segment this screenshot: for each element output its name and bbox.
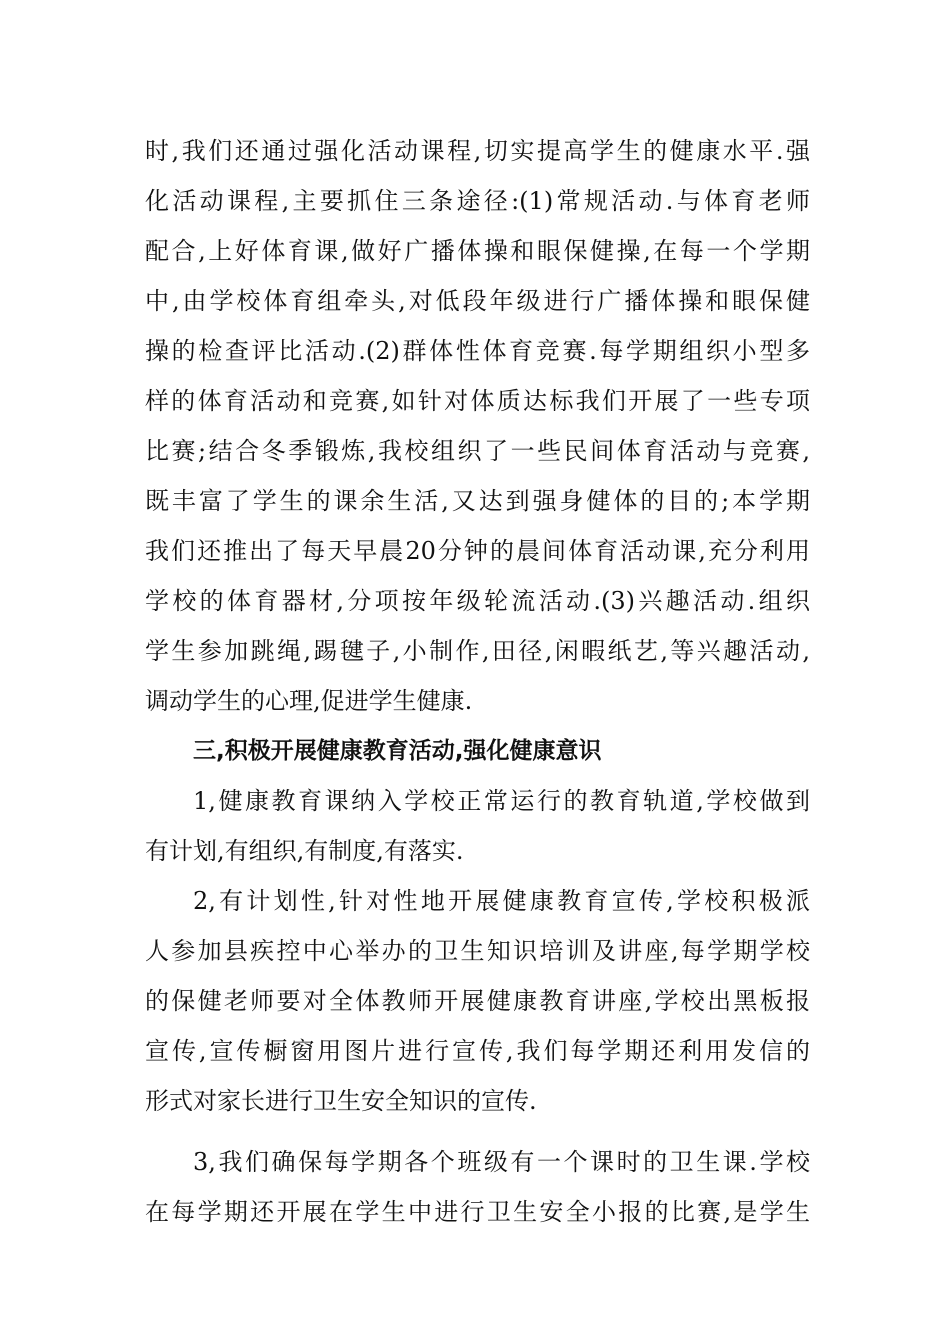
text-line: 宣传,宣传橱窗用图片进行宣传,我们每学期还利用发信的 bbox=[145, 1037, 810, 1065]
text-line: 3,我们确保每学期各个班级有一个课时的卫生课.学校 bbox=[193, 1148, 810, 1176]
text-line: 学生参加跳绳,踢毽子,小制作,田径,闲暇纸艺,等兴趣活动, bbox=[145, 637, 810, 665]
section-heading: 三,积极开展健康教育活动,强化健康意识 bbox=[193, 738, 602, 764]
paragraph-item-2 bbox=[145, 876, 810, 1126]
text-line: 配合,上好体育课,做好广播体操和眼保健操,在每一个学期 bbox=[145, 237, 810, 265]
text-line: 学校的体育器材,分项按年级轮流活动.(3)兴趣活动.组织 bbox=[145, 587, 810, 615]
document-body bbox=[145, 126, 810, 1237]
text-line: 有计划,有组织,有制度,有落实. bbox=[145, 837, 464, 865]
text-line: 1,健康教育课纳入学校正常运行的教育轨道,学校做到 bbox=[193, 787, 810, 815]
paragraph-item-1 bbox=[145, 776, 810, 876]
text-line: 时,我们还通过强化活动课程,切实提高学生的健康水平.强 bbox=[145, 137, 810, 165]
text-line: 中,由学校体育组牵头,对低段年级进行广播体操和眼保健 bbox=[145, 287, 810, 315]
text-line: 人参加县疾控中心举办的卫生知识培训及讲座,每学期学校 bbox=[145, 937, 810, 965]
text-line: 化活动课程,主要抓住三条途径:(1)常规活动.与体育老师 bbox=[145, 187, 810, 215]
text-line: 形式对家长进行卫生安全知识的宣传. bbox=[145, 1087, 537, 1115]
text-line: 我们还推出了每天早晨20分钟的晨间体育活动课,充分利用 bbox=[145, 537, 810, 565]
paragraph-item-3 bbox=[145, 1137, 810, 1237]
paragraph-activity-courses bbox=[145, 126, 810, 726]
paragraph-gap bbox=[145, 1126, 810, 1137]
text-line: 既丰富了学生的课余生活,又达到强身健体的目的;本学期 bbox=[145, 487, 810, 515]
text-line: 在每学期还开展在学生中进行卫生安全小报的比赛,是学生 bbox=[145, 1198, 810, 1226]
text-line: 的保健老师要对全体教师开展健康教育讲座,学校出黑板报 bbox=[145, 987, 810, 1015]
text-line: 2,有计划性,针对性地开展健康教育宣传,学校积极派 bbox=[193, 887, 810, 915]
text-line: 样的体育活动和竞赛,如针对体质达标我们开展了一些专项 bbox=[145, 387, 810, 415]
text-line: 比赛;结合冬季锻炼,我校组织了一些民间体育活动与竞赛, bbox=[145, 437, 810, 465]
text-line: 操的检查评比活动.(2)群体性体育竞赛.每学期组织小型多 bbox=[145, 337, 810, 365]
text-line: 调动学生的心理,促进学生健康. bbox=[145, 687, 473, 715]
